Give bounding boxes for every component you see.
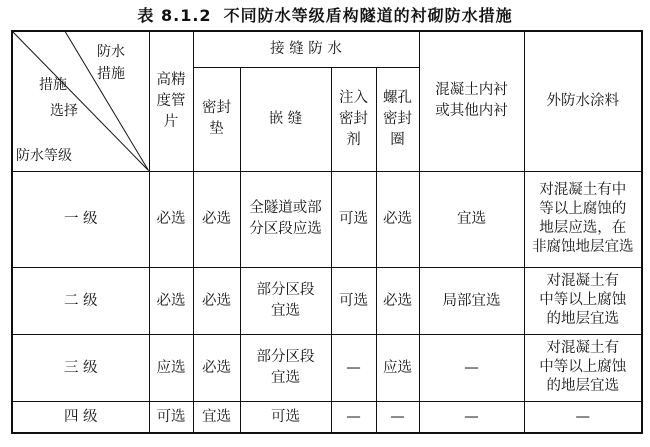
table-title xyxy=(0,3,650,26)
cell-coating-line2: 等以上腐蚀的 xyxy=(539,201,627,217)
cell-caulk-line2: 分区段应选 xyxy=(249,221,322,237)
cell-caulk-line1: 部分区段 xyxy=(256,281,315,298)
header-high-precision-line1: 高精 xyxy=(156,71,186,88)
header-concrete-lining xyxy=(419,31,524,171)
cell-coating-line2: 中等以上腐蚀 xyxy=(539,292,627,308)
row-level: 一 级 xyxy=(12,171,149,267)
header-injection xyxy=(331,67,376,171)
cell-coating-line4: 非腐蚀地层宜选 xyxy=(532,239,634,255)
cell-seal-pad: 必选 xyxy=(193,171,240,267)
cell-seal-pad: 必选 xyxy=(193,267,240,334)
row-level: 四 级 xyxy=(12,401,149,433)
cell-injection: — xyxy=(331,334,376,401)
header-bolt-seal xyxy=(376,67,419,171)
corner-label-cuoshi: 措施 xyxy=(97,66,125,82)
cell-caulk-line1: 全隧道或部 xyxy=(249,200,322,216)
cell-bolt-seal: — xyxy=(376,401,419,433)
cell-caulk: 可选 xyxy=(240,401,331,433)
cell-seal-pad: 必选 xyxy=(193,334,240,401)
header-row-1 xyxy=(12,31,642,67)
cell-caulk-line1: 部分区段 xyxy=(256,348,315,365)
header-bolt-line2: 密封 xyxy=(383,110,412,127)
cell-high-precision: 可选 xyxy=(149,401,193,433)
cell-outer-coating: — xyxy=(524,401,642,433)
header-high-precision xyxy=(149,31,193,171)
header-joint-group: 接 缝 防 水 xyxy=(193,31,419,67)
cell-high-precision: 应选 xyxy=(149,334,193,401)
cell-concrete-lining: — xyxy=(419,401,524,433)
waterproofing-table xyxy=(11,30,643,434)
table-row xyxy=(12,401,642,433)
corner-label-cuoshi-left: 措施 xyxy=(39,77,67,93)
row-level: 三 级 xyxy=(12,334,149,401)
cell-outer-coating xyxy=(524,267,642,334)
table-number: 表 8.1.2 xyxy=(137,6,212,25)
cell-concrete-lining: 局部宜选 xyxy=(419,267,524,334)
cell-caulk xyxy=(240,267,331,334)
table-row xyxy=(12,171,642,267)
header-seal-pad xyxy=(193,67,240,171)
cell-bolt-seal: 必选 xyxy=(376,171,419,267)
cell-concrete-lining: — xyxy=(419,334,524,401)
table-row xyxy=(12,334,642,401)
header-corner-cell xyxy=(12,31,149,171)
cell-high-precision: 必选 xyxy=(149,267,193,334)
header-seal-pad-line2: 垫 xyxy=(209,121,224,137)
header-caulk: 嵌 缝 xyxy=(240,67,331,171)
cell-caulk-line2: 宜选 xyxy=(271,302,300,319)
corner-label-fangshui: 防水 xyxy=(97,44,125,60)
cell-injection: — xyxy=(331,401,376,433)
corner-label-xuanze: 选择 xyxy=(50,103,78,119)
row-level: 二 级 xyxy=(12,267,149,334)
cell-coating-line1: 对混凝土有中 xyxy=(539,182,627,198)
header-high-precision-line3: 片 xyxy=(163,113,179,130)
header-bolt-line1: 螺孔 xyxy=(383,89,412,106)
header-injection-line1: 注入 xyxy=(339,89,368,106)
cell-coating-line3: 的地层宜选 xyxy=(546,311,620,327)
table-caption: 不同防水等级盾构隧道的衬砌防水措施 xyxy=(223,6,513,25)
header-outer-coating: 外防水涂料 xyxy=(524,31,642,171)
cell-coating-line1: 对混凝土有 xyxy=(546,340,620,356)
header-high-precision-line2: 度管 xyxy=(156,92,186,109)
cell-caulk xyxy=(240,334,331,401)
cell-high-precision: 必选 xyxy=(149,171,193,267)
cell-bolt-seal: 应选 xyxy=(376,334,419,401)
cell-coating-line1: 对混凝土有 xyxy=(546,273,620,289)
cell-coating-line2: 中等以上腐蚀 xyxy=(539,359,627,375)
corner-label-level: 防水等级 xyxy=(16,148,72,164)
cell-injection: 可选 xyxy=(331,267,376,334)
header-bolt-line3: 圈 xyxy=(390,131,405,148)
header-injection-line2: 密封 xyxy=(339,110,368,127)
cell-seal-pad: 宜选 xyxy=(193,401,240,433)
header-seal-pad-line1: 密封 xyxy=(202,100,231,116)
cell-caulk xyxy=(240,171,331,267)
cell-caulk-line2: 宜选 xyxy=(271,369,300,386)
cell-outer-coating xyxy=(524,171,642,267)
cell-bolt-seal: 必选 xyxy=(376,267,419,334)
header-injection-line3: 剂 xyxy=(346,131,361,148)
cell-injection: 可选 xyxy=(331,171,376,267)
cell-concrete-lining: 宜选 xyxy=(419,171,524,267)
table-row xyxy=(12,267,642,334)
cell-coating-line3: 地层应选，在 xyxy=(539,220,627,236)
cell-coating-line3: 的地层宜选 xyxy=(546,378,620,394)
header-concrete-line2: 或其他内衬 xyxy=(435,103,508,120)
cell-outer-coating xyxy=(524,334,642,401)
header-concrete-line1: 混凝土内衬 xyxy=(435,82,508,99)
